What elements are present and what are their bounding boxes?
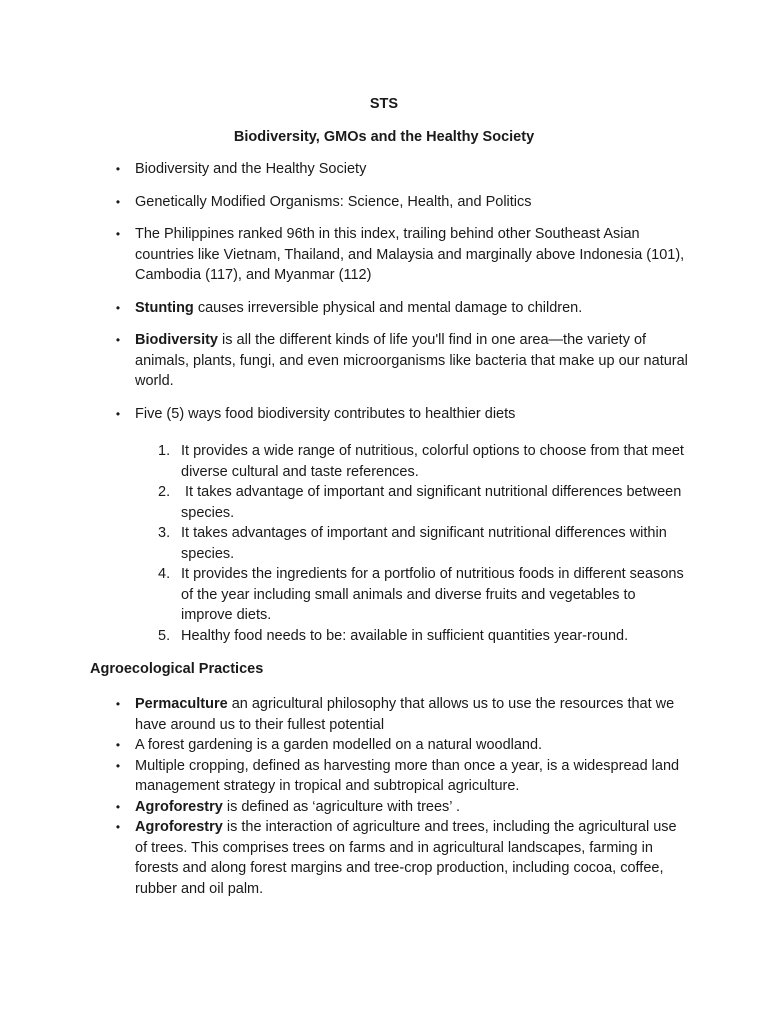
list-item: • Biodiversity and the Healthy Society: [90, 159, 690, 180]
bullet-icon: •: [115, 227, 121, 241]
agroecology-bullet-list: [90, 694, 690, 899]
section-heading: Agroecological Practices: [90, 661, 264, 677]
bullet-icon: •: [115, 758, 121, 773]
diet-ways-list: [150, 441, 690, 646]
bullet-icon: •: [115, 194, 121, 209]
list-item: • Multiple cropping, defined as harvesting more than once a year, is a widespread land management strategy in tropical and subtropical agriculture.: [90, 756, 690, 797]
list-item: 2. It takes advantage of important and significant nutritional differences between species.: [158, 484, 682, 521]
page-subtitle: Biodiversity, GMOs and the Healthy Society: [233, 129, 535, 145]
bullet-icon: •: [115, 162, 121, 176]
bullet-icon: •: [115, 738, 121, 752]
list-item: 3. It takes advantages of important and significant nutritional differences within species.: [158, 525, 667, 562]
bullet-icon: •: [115, 406, 121, 421]
bullet-icon: •: [115, 333, 121, 347]
list-item: • Stunting causes irreversible physical and mental damage to children.: [90, 298, 690, 319]
list-item: • Agroforestry is defined as ‘agriculture with trees’ .: [90, 797, 690, 818]
list-item: • Agroforestry is the interaction of agriculture and trees, including the agricultural use of trees. This comprises trees on farms and in agricultural landscapes, farming in forests and along forest margins and tree-crop production, including cocoa, coffee, rubber and oil palm.: [90, 817, 690, 899]
list-item: • The Philippines ranked 96th in this index, trailing behind other Southeast Asian countries like Vietnam, Thailand, and Malaysia and marginally above Indonesia (101), Cambodia (117), and Myanmar (112): [90, 224, 690, 286]
list-item: • Genetically Modified Organisms: Science, Health, and Politics: [90, 192, 690, 213]
list-item: 4. It provides the ingredients for a portfolio of nutritious foods in different seasons of the year including small animals and diverse fruits and vegetables to improve diets.: [158, 566, 684, 623]
bullet-icon: •: [115, 300, 121, 315]
top-bullet-list: [90, 159, 690, 436]
page-title: STS: [369, 96, 399, 112]
list-item: • A forest gardening is a garden modelled on a natural woodland.: [90, 735, 690, 756]
list-item: • Five (5) ways food biodiversity contributes to healthier diets: [90, 404, 690, 425]
bullet-icon: •: [115, 697, 121, 711]
list-item: • Permaculture an agricultural philosophy that allows us to use the resources that we have around us to their fullest potential: [90, 694, 690, 735]
list-item: 1. It provides a wide range of nutritious, colorful options to choose from that meet diverse cultural and taste references.: [158, 443, 684, 480]
list-item: 5. Healthy food needs to be: available in sufficient quantities year-round.: [158, 627, 629, 644]
bullet-icon: •: [115, 799, 121, 814]
bullet-icon: •: [115, 820, 121, 834]
list-item: • Biodiversity is all the different kinds of life you'll find in one area—the variety of animals, plants, fungi, and even microorganisms like bacteria that make up our natural world.: [90, 330, 690, 392]
